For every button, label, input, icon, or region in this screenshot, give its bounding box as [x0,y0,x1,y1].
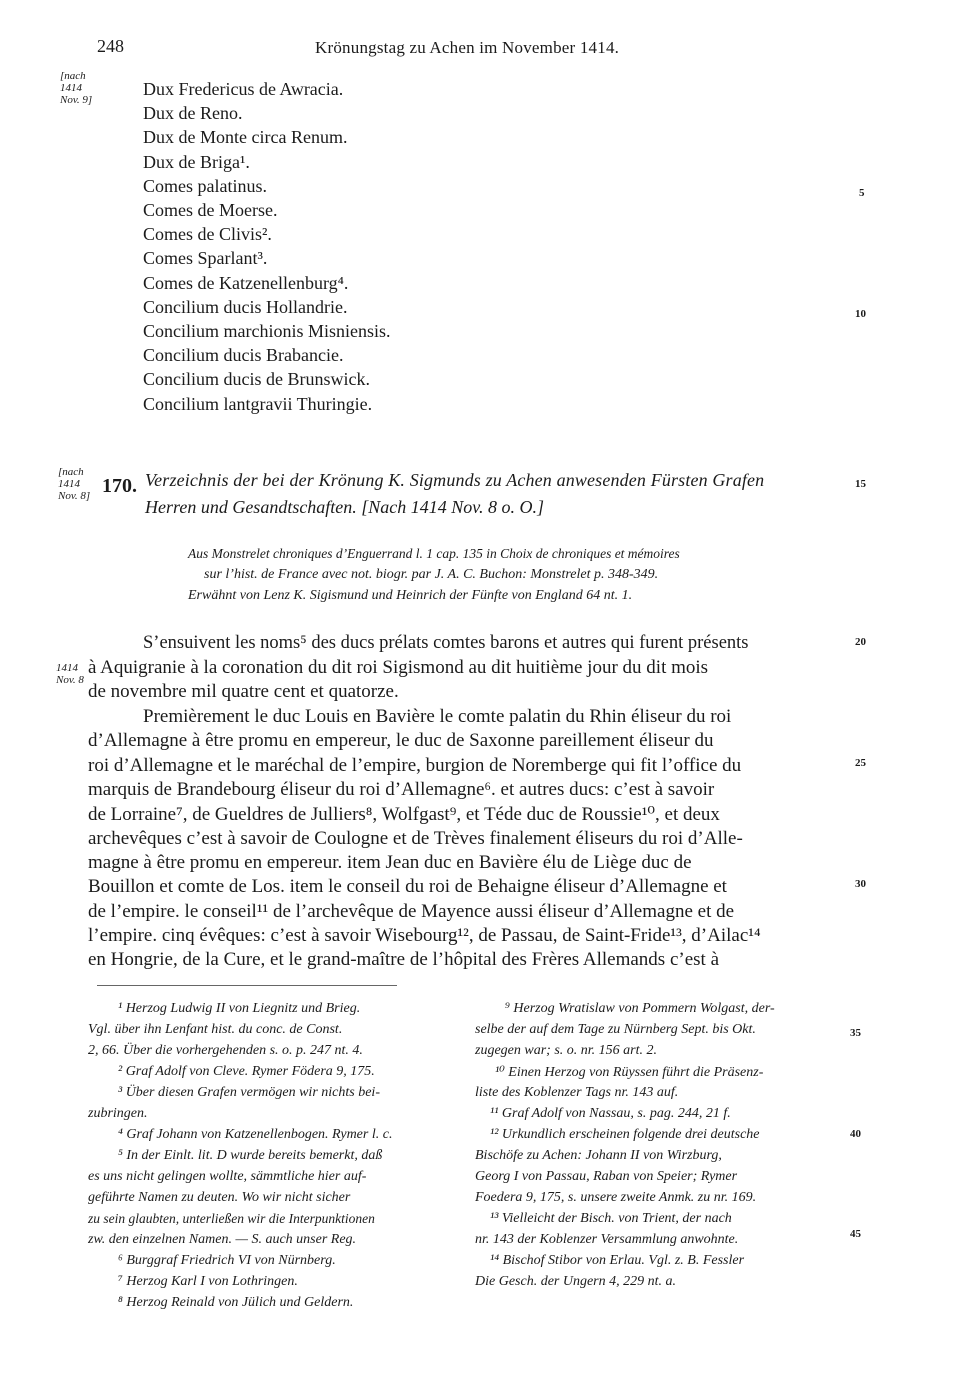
footnote-line: ⁷ Herzog Karl I von Lothringen. [118,1274,298,1289]
footnote-line: zu sein glaubten, unterließen wir die Interpunktionen [88,1211,375,1226]
footnote-line: ⁸ Herzog Reinald von Jülich und Geldern. [118,1295,354,1310]
list-item: Dux de Briga¹. [143,151,250,172]
source-line: sur l’hist. de France avec not. biogr. par J. A. C. Buchon: Monstrelet p. 348-349. [204,567,659,582]
body-line: archevêques c’est à savoir de Coulogne et de Trèves finalement éliseurs du roi d’Alle- [88,828,743,849]
margin-date-doc [58,466,90,502]
footnote-line: ¹¹ Graf Adolf von Nassau, s. pag. 244, 21 f. [490,1106,731,1121]
margin-date-line: 1414 [56,662,78,674]
list-item: Dux de Reno. [143,103,243,124]
line-number: 40 [850,1128,861,1140]
footnote-line: Die Gesch. der Ungern 4, 229 nt. a. [475,1274,677,1289]
margin-date-top [60,70,92,106]
document-title-line: Herren und Gesandtschaften. [Nach 1414 Nov. 8 o. O.] [145,497,544,517]
source-line: Aus Monstrelet chroniques d’Enguerrand l. 1 cap. 135 in Choix de chroniques et mémoires [188,546,680,561]
footnote-line: zugegen war; s. o. nr. 156 art. 2. [475,1043,658,1058]
margin-date-line: 1414 [58,478,80,490]
body-line: S’ensuivent les noms⁵ des ducs prélats comtes barons et autres qui furent présents [143,633,749,653]
footnote-line: es uns nicht gelingen wollte, sämmtliche hier auf- [88,1169,367,1184]
margin-date-line: Nov. 8] [58,490,91,502]
source-line: Erwähnt von Lenz K. Sigismund und Heinrich der Fünfte von England 64 nt. 1. [188,588,633,603]
footnote-line: Bischöfe zu Achen: Johann II von Wirzburg, [475,1148,722,1163]
body-line: de Lorraine⁷, de Gueldres de Julliers⁸, Wolfgast⁹, et Téde duc de Roussie¹⁰, et deux [88,804,720,825]
list-item: Comes de Moerse. [143,200,278,221]
list-item: Comes de Clivis². [143,224,272,245]
list-item: Comes Sparlant³. [143,248,268,269]
line-number: 10 [855,308,866,320]
footnote-line: 2, 66. Über die vorhergehenden s. o. p. 247 nt. 4. [88,1043,363,1058]
list-item: Concilium lantgravii Thuringie. [143,393,373,414]
footnote-line: ⁵ In der Einlt. lit. D wurde bereits bemerkt, daß [118,1148,383,1163]
document-number: 170. [102,475,137,497]
line-number: 5 [859,187,865,199]
footnote-divider [97,985,397,986]
footnote-line: ⁶ Burggraf Friedrich VI von Nürnberg. [118,1253,336,1268]
list-item: Concilium ducis de Brunswick. [143,369,370,390]
body-line: à Aquigranie à la coronation du dit roi Sigismond au dit huitième jour du dit mois [88,657,709,678]
margin-date-line: 1414 [60,82,82,94]
page-number: 248 [97,36,124,56]
footnote-line: zubringen. [88,1106,148,1121]
list-item: Dux de Monte circa Renum. [143,127,348,148]
footnote-line: zw. den einzelnen Namen. — S. auch unser Reg. [88,1232,357,1247]
footnote-line: liste des Koblenzer Tags nr. 143 auf. [475,1085,679,1100]
margin-date-line: [nach [60,70,86,82]
body-line: d’Allemagne à être promu en empereur, le duc de Saxonne pareillement éliseur du [88,730,714,751]
footnote-line: nr. 143 der Koblenzer Versammlung anwohnte. [475,1232,739,1247]
body-line: l’empire. cinq évêques: c’est à savoir Wisebourg¹², de Passau, de Saint-Fride¹³, d’Ailac¹⁴ [88,925,761,946]
footnote-line: ⁹ Herzog Wratislaw von Pommern Wolgast, der- [505,1001,775,1016]
list-item: Dux Fredericus de Awracia. [143,79,344,99]
margin-date-text [56,662,84,686]
body-line: de novembre mil quatre cent et quatorze. [88,681,399,702]
body-line: Bouillon et comte de Los. item le conseil du roi de Behaigne éliseur d’Allemagne et [88,876,727,897]
footnote-line: ⁴ Graf Johann von Katzenellenbogen. Rymer l. c. [118,1127,393,1142]
running-title: Krönungstag zu Achen im November 1414. [315,38,620,57]
body-line: de l’empire. le conseil¹¹ de l’archevêque de Mayence aussi éliseur d’Allemagne et de [88,901,735,922]
line-number: 15 [855,478,866,490]
line-number: 25 [855,757,866,769]
list-item: Comes de Katzenellenburg⁴. [143,272,349,293]
body-line: Premièrement le duc Louis en Bavière le comte palatin du Rhin éliseur du roi [143,706,732,727]
footnote-line: Vgl. über ihn Lenfant hist. du conc. de Const. [88,1022,343,1037]
line-number: 20 [855,636,866,648]
document-title-line: Verzeichnis der bei der Krönung K. Sigmunds zu Achen anwesenden Fürsten Grafen [145,470,765,490]
body-line: magne à être promu en empereur. item Jean duc en Bavière élu de Liège duc de [88,852,692,873]
footnote-line: ¹ Herzog Ludwig II von Liegnitz und Brieg. [118,1001,361,1016]
footnote-line: geführte Namen zu deuten. Wo wir nicht sicher [88,1190,351,1205]
line-number: 30 [855,878,866,890]
footnote-line: Foedera 9, 175, s. unsere zweite Anmk. zu nr. 169. [475,1190,757,1205]
footnote-line: ¹² Urkundlich erscheinen folgende drei deutsche [490,1127,760,1142]
line-number: 45 [850,1228,861,1240]
footnote-line: ³ Über diesen Grafen vermögen wir nichts bei- [118,1085,380,1100]
line-number: 35 [850,1027,861,1039]
margin-date-line: [nach [58,466,84,478]
footnote-line: Georg I von Passau, Raban von Speier; Rymer [475,1169,738,1184]
list-item: Concilium ducis Brabancie. [143,345,344,366]
body-line: roi d’Allemagne et le maréchal de l’empire, burgion de Noremberge qui fit l’office du [88,755,742,776]
margin-date-line: Nov. 8 [56,674,84,686]
footnote-line: ¹⁴ Bischof Stibor von Erlau. Vgl. z. B. Fessler [490,1253,745,1268]
footnote-line: ¹³ Vielleicht der Bisch. von Trient, der nach [490,1211,732,1226]
list-item: Concilium ducis Hollandrie. [143,296,348,317]
body-line: marquis de Brandebourg éliseur du roi d’Allemagne⁶. et autres ducs: c’est à savoir [88,779,715,800]
body-line: en Hongrie, de la Cure, et le grand-maître de l’hôpital des Frères Allemands c’est à [88,949,719,970]
list-item: Comes palatinus. [143,175,267,196]
footnote-line: selbe der auf dem Tage zu Nürnberg Sept. bis Okt. [475,1022,756,1037]
attendee-list [143,77,391,416]
margin-date-line: Nov. 9] [60,94,93,106]
footnote-line: ¹⁰ Einen Herzog von Rüyssen führt die Präsenz- [495,1065,764,1080]
list-item: Concilium marchionis Misniensis. [143,321,391,342]
footnote-line: ² Graf Adolf von Cleve. Rymer Födera 9, 175. [118,1064,375,1079]
